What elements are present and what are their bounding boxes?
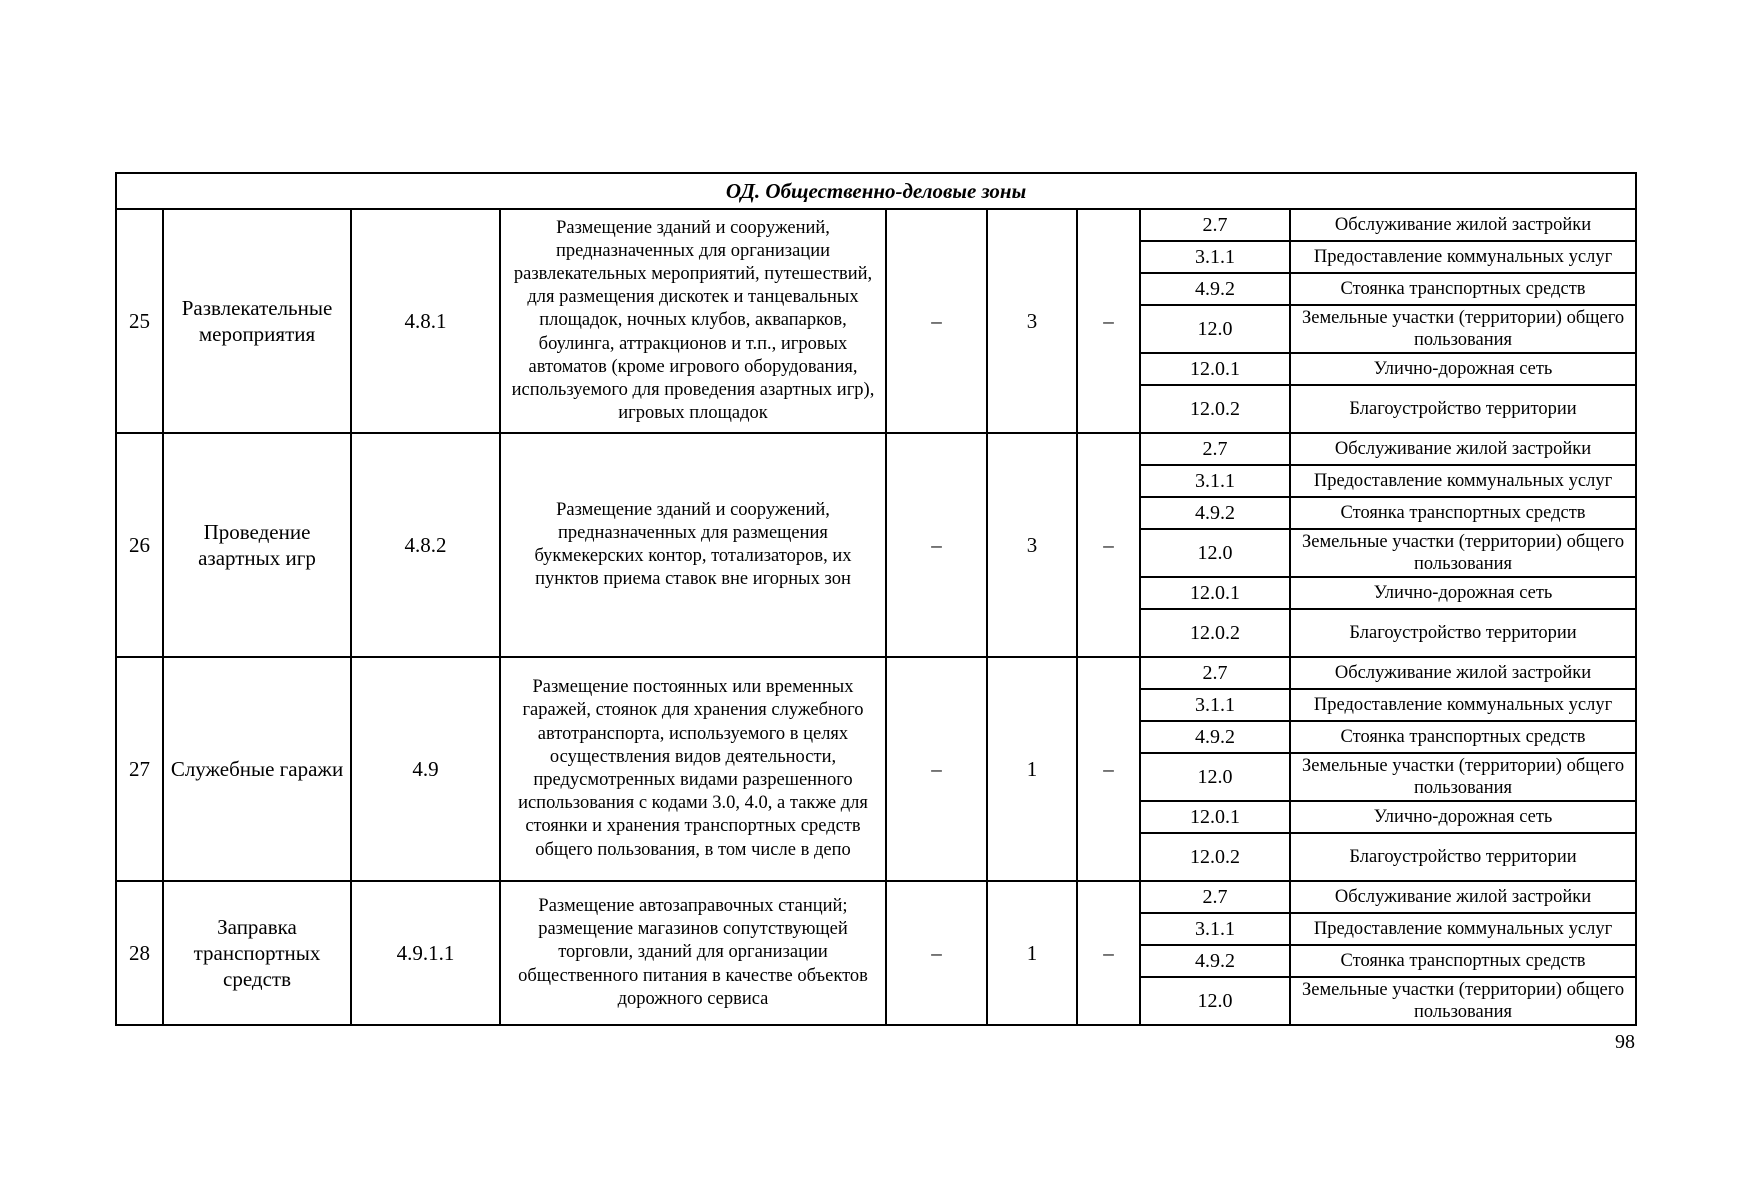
aux-use-name: Предоставление коммунальных услуг: [1290, 913, 1636, 945]
param-cell: 3: [987, 209, 1077, 433]
aux-use-name: Улично-дорожная сеть: [1290, 353, 1636, 385]
param-cell: 3: [987, 433, 1077, 657]
aux-use-name: Улично-дорожная сеть: [1290, 801, 1636, 833]
param-cell: –: [886, 881, 987, 1025]
zone-header-row: [116, 173, 1636, 209]
aux-use-code: 12.0: [1140, 529, 1290, 577]
use-description: Размещение зданий и сооружений, предназначенных для размещения букмекерских контор, тотализаторов, их пунктов приема ставок вне игорных зон: [500, 433, 886, 657]
zone-header: ОД. Общественно-деловые зоны: [116, 173, 1636, 209]
aux-use-name: Земельные участки (территории) общего пользования: [1290, 977, 1636, 1025]
use-description: Размещение постоянных или временных гаражей, стоянок для хранения служебного автотранспорта, используемого в целях осуществления видов деятельности, предусмотренных видами разрешенного использования с кодами 3.0, 4.0, а также для стоянки и хранения транспортных средств общего пользования, в том числе в депо: [500, 657, 886, 881]
table-row: [116, 209, 1636, 241]
aux-use-code: 2.7: [1140, 657, 1290, 689]
use-code: 4.8.1: [351, 209, 500, 433]
aux-use-name: Обслуживание жилой застройки: [1290, 881, 1636, 913]
page-number: 98: [1615, 1031, 1635, 1053]
param-cell: –: [1077, 209, 1140, 433]
aux-use-code: 12.0.1: [1140, 577, 1290, 609]
aux-use-code: 3.1.1: [1140, 689, 1290, 721]
aux-use-code: 4.9.2: [1140, 721, 1290, 753]
aux-use-name: Стоянка транспортных средств: [1290, 721, 1636, 753]
param-cell: 1: [987, 657, 1077, 881]
aux-use-name: Стоянка транспортных средств: [1290, 273, 1636, 305]
param-cell: –: [1077, 657, 1140, 881]
use-name: Проведение азартных игр: [163, 433, 351, 657]
use-description: Размещение зданий и сооружений, предназначенных для организации развлекательных мероприятий, путешествий, для размещения дискотек и танцевальных площадок, ночных клубов, аквапарков, боулинга, аттракционов и т.п., игровых автоматов (кроме игрового оборудования, используемого для проведения азартных игр), игровых площадок: [500, 209, 886, 433]
aux-use-name: Предоставление коммунальных услуг: [1290, 241, 1636, 273]
aux-use-name: Стоянка транспортных средств: [1290, 945, 1636, 977]
use-code: 4.9: [351, 657, 500, 881]
aux-use-name: Обслуживание жилой застройки: [1290, 209, 1636, 241]
aux-use-name: Благоустройство территории: [1290, 609, 1636, 657]
aux-use-code: 2.7: [1140, 881, 1290, 913]
aux-use-code: 3.1.1: [1140, 241, 1290, 273]
aux-use-name: Стоянка транспортных средств: [1290, 497, 1636, 529]
use-description: Размещение автозаправочных станций; размещение магазинов сопутствующей торговли, зданий для организации общественного питания в качестве объектов дорожного сервиса: [500, 881, 886, 1025]
param-cell: –: [1077, 881, 1140, 1025]
aux-use-code: 12.0.2: [1140, 609, 1290, 657]
aux-use-code: 12.0.1: [1140, 801, 1290, 833]
aux-use-code: 12.0.1: [1140, 353, 1290, 385]
aux-use-code: 3.1.1: [1140, 465, 1290, 497]
param-cell: –: [886, 209, 987, 433]
aux-use-name: Обслуживание жилой застройки: [1290, 433, 1636, 465]
row-number: 25: [116, 209, 163, 433]
aux-use-name: Предоставление коммунальных услуг: [1290, 689, 1636, 721]
use-name: Заправка транспортных средств: [163, 881, 351, 1025]
land-use-table: [115, 172, 1637, 1026]
use-name: Служебные гаражи: [163, 657, 351, 881]
aux-use-code: 12.0: [1140, 753, 1290, 801]
param-cell: 1: [987, 881, 1077, 1025]
param-cell: –: [886, 433, 987, 657]
aux-use-code: 2.7: [1140, 433, 1290, 465]
table-row: [116, 657, 1636, 689]
aux-use-code: 4.9.2: [1140, 497, 1290, 529]
aux-use-code: 12.0.2: [1140, 833, 1290, 881]
aux-use-name: Благоустройство территории: [1290, 833, 1636, 881]
use-code: 4.9.1.1: [351, 881, 500, 1025]
aux-use-name: Земельные участки (территории) общего пользования: [1290, 305, 1636, 353]
row-number: 27: [116, 657, 163, 881]
param-cell: –: [1077, 433, 1140, 657]
use-code: 4.8.2: [351, 433, 500, 657]
row-number: 26: [116, 433, 163, 657]
table-row: [116, 881, 1636, 913]
table-row: [116, 433, 1636, 465]
aux-use-name: Земельные участки (территории) общего пользования: [1290, 529, 1636, 577]
aux-use-code: 2.7: [1140, 209, 1290, 241]
aux-use-name: Благоустройство территории: [1290, 385, 1636, 433]
aux-use-name: Предоставление коммунальных услуг: [1290, 465, 1636, 497]
aux-use-name: Улично-дорожная сеть: [1290, 577, 1636, 609]
aux-use-code: 4.9.2: [1140, 273, 1290, 305]
aux-use-code: 4.9.2: [1140, 945, 1290, 977]
aux-use-code: 12.0: [1140, 305, 1290, 353]
aux-use-code: 3.1.1: [1140, 913, 1290, 945]
aux-use-name: Обслуживание жилой застройки: [1290, 657, 1636, 689]
use-name: Развлекательные мероприятия: [163, 209, 351, 433]
aux-use-name: Земельные участки (территории) общего пользования: [1290, 753, 1636, 801]
row-number: 28: [116, 881, 163, 1025]
param-cell: –: [886, 657, 987, 881]
aux-use-code: 12.0.2: [1140, 385, 1290, 433]
aux-use-code: 12.0: [1140, 977, 1290, 1025]
